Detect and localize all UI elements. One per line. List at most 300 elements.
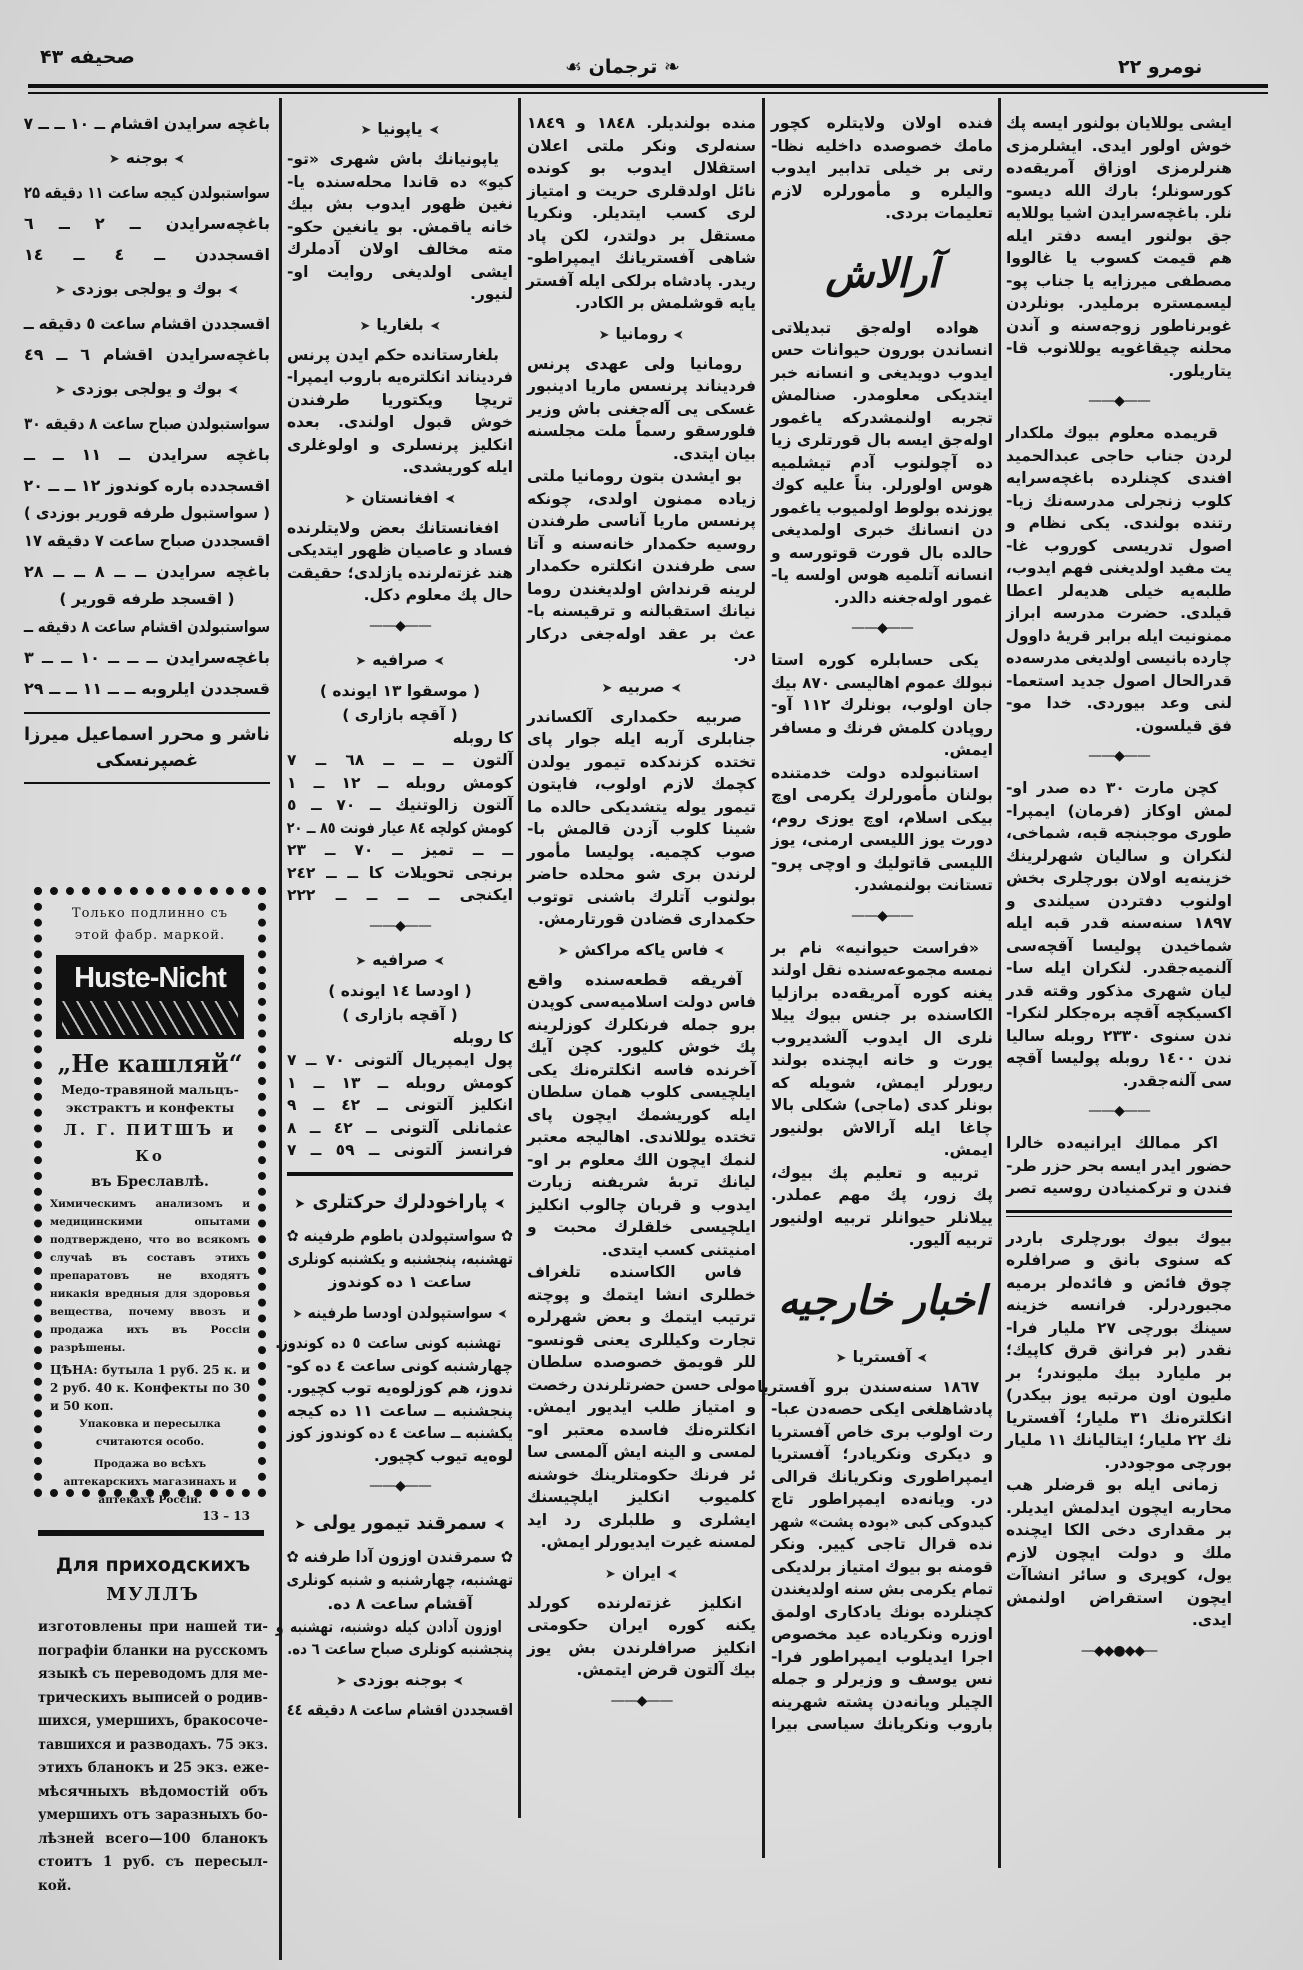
rate-row: کومش کولچه ۸٤ عیار فونت ۸٥ ــ ۲۰ xyxy=(286,818,513,837)
section-heading xyxy=(24,145,270,173)
text-line: ایدوب و قربان چالوب انکلیز xyxy=(527,1195,756,1214)
section-heading-text: صربیه xyxy=(618,677,665,696)
text-line: رت اولوب بری خاص آفستریا xyxy=(771,1422,993,1441)
ornament-icon: ➤ xyxy=(667,1566,679,1582)
text-line: یتاریلور. xyxy=(1168,361,1232,380)
text-line: رتنده بولندی. یکی نظام و xyxy=(1006,514,1232,532)
ornament-icon: ➤ xyxy=(557,943,569,959)
section-heading xyxy=(287,485,513,513)
section-heading xyxy=(287,947,513,975)
text-line: خوش قبول اولندی. بعده xyxy=(287,413,513,431)
text-line: بو ایشدن بتون رومانیا ملتی xyxy=(527,467,742,485)
text-line: ۱۸٦۷ سنه‌سندن برو آفستریا xyxy=(757,1377,980,1396)
text-line: نمسه مجموعه‌سنده نقل اولند xyxy=(770,961,993,979)
text-line: فق قیلسون. xyxy=(1135,716,1232,735)
text-line: مجبوردرلر. فرانسه خزینه xyxy=(1006,1296,1232,1314)
cough-remedy-advertisement xyxy=(34,887,266,1523)
divider-ornament-icon: ——◆—— xyxy=(610,1692,673,1709)
rate-row: آلتون ــ ــ ــ ٦۸ ــ ۷ xyxy=(287,751,514,769)
paragraph xyxy=(771,649,993,762)
timetable-row: اقسجددن اقشام ساعت ٥ دقیقه ــ xyxy=(23,314,270,333)
text-line: والیلره و مأمورلره لازم xyxy=(771,181,993,200)
timetable-row: سواستبولدن اقشام ساعت ۸ دقیقه ــ xyxy=(23,617,271,636)
section-title: آرالاش xyxy=(825,249,939,297)
text-line: لنیور. xyxy=(469,285,513,303)
ornament-icon: ➤ xyxy=(673,327,685,343)
ad-text-line: изготовлены при нашей ти- xyxy=(38,1619,268,1635)
ornament-icon: ➤ xyxy=(344,491,356,507)
text-line: طلبه‌یه خیلی هدیه‌لر اعطا xyxy=(1006,581,1232,600)
text-line: بر مقداری دخی الکا ایچنده xyxy=(1006,1521,1232,1539)
text-line: کچنلرده بونك یادکاری اولمق xyxy=(771,1602,993,1621)
news-column xyxy=(275,110,514,1721)
page-number: صحیفه ۴۳ xyxy=(40,46,135,68)
ornament-icon: ➤ xyxy=(433,953,445,969)
text-line: سنه‌لری ونکر ملتی اعلان xyxy=(527,136,756,155)
section-heading-text: فاس یاکه مراکش xyxy=(574,940,709,959)
text-line: شاهی آفستریانك ایمپراطو- xyxy=(527,249,756,267)
ad-text-line: кой. xyxy=(38,1877,72,1894)
column-rule xyxy=(279,98,282,1960)
text-line: رومانیا ولی عهدی پرنس xyxy=(527,354,742,373)
rate-row: برنجی تحویلات كا ــ ــ ۲٤۲ xyxy=(287,863,513,882)
separator-rule xyxy=(38,1530,264,1536)
section-rule xyxy=(287,1172,513,1176)
text-line: انکلیز پرنسلری و اولوغلری xyxy=(287,435,513,454)
text-line: طوری موجبنجه قبه، شماخی، xyxy=(1006,824,1232,842)
text-line: تختده کزندکده تیمور یولدن xyxy=(527,752,756,771)
text-line: ایمش. xyxy=(943,1141,993,1159)
paragraph xyxy=(275,1332,513,1467)
text-line: آخرنده فاسه انکلتره‌نك یکی xyxy=(527,1060,756,1079)
rate-row: کومش روبله ــ ۱۲ ــ ۱ xyxy=(287,773,513,792)
text-line: فنده اولان ولایتلره کچور xyxy=(771,114,993,132)
timetable-row: باغچه سرایدن ــ ــ ۸ ــ ــ ۲۸ xyxy=(24,562,270,581)
text-line: تمام یکرمی بش سنه اولدیغندن xyxy=(770,1580,993,1598)
section-heading xyxy=(527,321,756,349)
text-line: چاغا ایله آرالاش بولنیور xyxy=(771,1118,993,1137)
timetable-row: اقسجدده باره کوندوز ۱۲ ــ ــ ۲۰ xyxy=(23,476,270,495)
text-line: تیمور یوله یتشدیکی حالده ما xyxy=(527,797,756,816)
text-line: یورت و خانه ایچنده بولند xyxy=(771,1051,993,1069)
paragraph xyxy=(771,112,993,225)
text-line: دورت یوز اللیسی ارمنی، یوز xyxy=(771,831,993,849)
text-line: خانه یاقمش. بو یانغین حکو- xyxy=(287,217,513,236)
section-rule xyxy=(24,782,270,784)
text-line: شینا کلوب آزدن قالمش با- xyxy=(527,820,756,838)
text-line: قریمده معلوم بیوك ملکدار xyxy=(1006,424,1218,442)
brand-logo xyxy=(56,955,244,1039)
text-line: یکشنبه ــ ساعت ٤ ده کوندوز کوز xyxy=(287,1424,513,1442)
ornament-icon: ➤ xyxy=(604,1566,616,1582)
divider-ornament-icon: ——◆—— xyxy=(851,907,913,924)
paragraph xyxy=(287,1569,513,1592)
timetable-row: باغچه‌سرایدن اقشام ٦ ــ ٤۹ xyxy=(24,345,270,364)
paragraph xyxy=(527,465,756,668)
text-line: بولنوب آتلرك باشنی توتوب xyxy=(527,887,756,906)
text-line: خزینه‌یه اولان بورچلری بخش xyxy=(1006,869,1232,887)
text-line: ریورلر ایمش، شویله که xyxy=(771,1073,993,1092)
ad-text: этой фабр. маркой. xyxy=(74,928,226,943)
ornament-icon: ➤ xyxy=(228,283,240,298)
ornament-icon: ➤ xyxy=(835,1350,847,1366)
text-line: حال پك معلوم دکل. xyxy=(363,586,513,604)
text-line: ترتیب ایتمك و بعض شهرلره xyxy=(527,1308,756,1326)
text-line: غسکی یی آله‌جغنی باش وزیر xyxy=(527,399,756,418)
publisher-credit: ناشر و محرر اسماعیل میرزا xyxy=(23,724,270,745)
text-line: لرینه قرنداش اولدیغندن روما xyxy=(527,579,756,598)
paragraph xyxy=(287,517,513,607)
text-line: پك زور، پك مهم عملدر. xyxy=(771,1186,993,1204)
text-line: فساد و عاصیان ظهور ایتدیکی xyxy=(286,541,513,559)
text-line: لردن جناب حاجی عبدالحمید xyxy=(1006,446,1232,465)
text-line: دن انسانك خبری اولمدیغی xyxy=(771,521,993,539)
ad-text-line: пографіи бланки на русскомъ xyxy=(38,1642,268,1659)
text-line: کیو» ده قاندا محله‌سنده یا- xyxy=(287,172,513,191)
text-line: تهشنبه، چهارشنبه و شنبه کونلری xyxy=(286,1571,513,1589)
text-line: الچیلر ویانه‌دن پشته شهرینه xyxy=(771,1692,993,1711)
text-line: پك خوش کلیور. کچن آیك xyxy=(527,1038,756,1056)
text-line: جق بولنور ایسه دفتر ایله xyxy=(1006,226,1232,245)
text-line: کچمك لازم اولوب، فایتون xyxy=(527,775,756,793)
timetable-row: باغچه سرایدن ــ ۱۱ ــ ــ xyxy=(24,445,271,464)
ornament-icon: ➤ xyxy=(433,653,445,669)
paragraph xyxy=(1006,112,1232,382)
paragraph xyxy=(287,1027,513,1050)
text-line: که سنوی بانق و صرافلره xyxy=(1006,1251,1232,1269)
ornament-icon: ➤ xyxy=(428,123,440,138)
text-line: ایتدیکی معلومدر. صنالمش xyxy=(771,386,993,404)
paragraph xyxy=(527,706,756,931)
ornament-icon: ➤ xyxy=(429,318,441,334)
rate-row: عثمانلی آلتونی ــ ٤۲ ــ ۸ xyxy=(287,1118,514,1137)
text-line: خطلری انشا ایتمك و پوچته xyxy=(527,1285,756,1304)
text-line: و دیکری ونکریادر؛ آفستریا xyxy=(771,1445,993,1463)
text-line: عث بر عقد اوله‌جغی درکار xyxy=(527,624,756,643)
text-line: ملیون اون مرتبه یوز بیکدر) xyxy=(1006,1386,1232,1404)
paragraph xyxy=(1006,777,1232,1092)
text-line: ایلچیسی کلوب همان سلطان xyxy=(527,1083,756,1101)
text-line: سی آلنه‌جقدر. xyxy=(1122,1071,1232,1090)
text-line: خوش اولور ایدی. ایشلرمزی xyxy=(1006,136,1232,155)
rate-row: ایکنجی ــ ــ ــ ــ ۲۲۲ xyxy=(287,886,513,904)
newspaper-name: ترجمان xyxy=(588,56,658,78)
ad-text-line: тавшихся и разводахъ. 75 экз. xyxy=(38,1736,269,1753)
text-line: کلمیوب انکلیز ایلچیسنك xyxy=(527,1488,756,1506)
section-heading-text: یاپونیا xyxy=(377,120,423,138)
text-line: محلنه چیقاغویه یوللانوب قا- xyxy=(1006,339,1232,357)
text-line: تربیه آلیور. xyxy=(908,1231,993,1249)
section-heading xyxy=(287,312,513,340)
text-line: نیانك استقبالنه و ترقیسنه با- xyxy=(527,602,756,620)
text-line: غوبرناطور زوجه‌سنه و آندن xyxy=(1006,316,1232,335)
paragraph xyxy=(771,762,993,897)
text-line: ندوز، هم کوزلوه‌یه توب کچیور. xyxy=(286,1379,513,1397)
text-line: ندن سنوی ۲۳۳۰ روبله سالیا xyxy=(1006,1026,1232,1045)
text-line: کچن مارت ۳۰ ده صدر او- xyxy=(1006,779,1218,797)
text-line: هند غزته‌لرنده یازلدی؛ حقیقت xyxy=(286,563,513,582)
ad-text-line: умершихъ отъ заразныхъ бо- xyxy=(38,1807,268,1823)
text-line: اوله‌جق ایسه بال قورتلری زیا xyxy=(771,431,993,449)
forms-advertisement xyxy=(38,1550,268,1898)
paragraph xyxy=(287,1248,513,1271)
ornament-icon: ➤ xyxy=(335,1673,347,1689)
divider-ornament-icon: ——◆—— xyxy=(369,917,431,934)
paragraph xyxy=(1006,1227,1232,1475)
text-line: هواده اوله‌جق تبدیلاتی xyxy=(771,318,979,337)
text-line: لرندن بری شو محلده حاضر xyxy=(527,865,756,883)
section-heading-text: رومانیا xyxy=(615,324,668,343)
divider-ornament-icon: ——◆—— xyxy=(369,1478,431,1494)
text-line: چوق فائض و فائده‌لر برمیه xyxy=(1006,1273,1232,1292)
publisher-credit: غصپرنسکی xyxy=(95,750,199,771)
text-line: اوزره ونکریاده عید مخصوص xyxy=(771,1625,993,1643)
section-heading xyxy=(287,647,513,675)
text-line: نس یوسف و وزیرلر و جمله xyxy=(771,1670,993,1688)
ad-text: Только подлинно съ xyxy=(71,906,229,921)
text-line: فاس الکاسنده تلغراف xyxy=(527,1263,742,1281)
text-line: نبولك عموم اهالیسی ۸۷۰ بیك xyxy=(770,673,993,692)
ad-title: МУЛЛЪ xyxy=(106,1584,200,1605)
text-line: اقسجددن اقشام ساعت ۸ دقیقه ٤٤ xyxy=(286,1700,513,1719)
ad-text: Упаковка и пересылка считаются особо. xyxy=(79,1418,221,1448)
text-line: سینك بورچی ۲۷ ملیار فرا- xyxy=(1006,1318,1232,1337)
section-heading-text: بلغاریا xyxy=(376,315,424,334)
centered-line: ( موسقوا ۱۳ ایونده ) xyxy=(319,681,481,700)
section-heading-text: بوك و یولجی بوزدی xyxy=(71,280,223,298)
text-line: قدرالحال اصول جدید استعما- xyxy=(1006,671,1232,690)
text-line: ئر فرنك حکومتلرینك خوشنه xyxy=(527,1465,756,1484)
text-line: یکی حسابلره کوره استا xyxy=(771,651,979,669)
header-rule xyxy=(28,84,1268,88)
text-line: نائل اولدقلری حریت و امتیاز xyxy=(527,181,756,200)
section-heading-text: بوك و یولجی بوزدی xyxy=(71,380,223,398)
divider-ornament-icon: ——◆—— xyxy=(1088,748,1150,764)
text-line: لوه‌یه تیوب کچیور. xyxy=(373,1446,513,1465)
text-line: بر ملیارد بیك ملیوندر؛ بر xyxy=(1006,1363,1232,1382)
text-line: استانبولده دولت خدمتنده xyxy=(771,763,979,782)
text-line: ایشی اولدیغی روایت او- xyxy=(287,262,513,281)
ad-text-line: шихся, умершихъ, бракосоче- xyxy=(38,1713,269,1729)
section-heading-text: صرافیه xyxy=(372,650,428,669)
text-line: اللیسی قاتولیك و اوچی پرو- xyxy=(771,853,993,872)
timetable-row: قسجددن ایلروبه ــ ــ ۱۱ ــ ــ ۲۹ xyxy=(24,679,271,698)
section-heading-text: سمرقند تیمور یولی xyxy=(313,1512,487,1534)
text-line: تریچا ویکتوریا طرفندن xyxy=(287,390,513,409)
section-heading xyxy=(527,674,756,702)
rate-row: ــ ــ تمیز ــ ۷۰ ــ ۲۳ xyxy=(287,841,514,859)
paragraph xyxy=(757,1376,993,1736)
text-line: تجربه اولنمشدرکه یاغمور xyxy=(771,408,993,427)
section-heading xyxy=(527,937,756,965)
text-line: فلورسقو رسماً ملت مجلسنه xyxy=(527,422,756,440)
paragraph xyxy=(287,148,513,306)
ornament-icon: ➤ xyxy=(228,383,240,398)
text-line: مامك خصوصده داخلیه نظا- xyxy=(771,136,993,155)
text-line: رتی بر خیلی تدابیر ایدوب xyxy=(771,159,993,177)
ornament-icon: ➤ xyxy=(54,383,66,398)
ornament-icon: ➤ xyxy=(497,1307,508,1322)
text-line: ریدر. پادشاه برلکی ایله آفستر xyxy=(526,271,756,290)
news-column xyxy=(1006,112,1232,1672)
text-line: ایشلری و طلبلری رد اید xyxy=(527,1510,756,1529)
text-line: کلوب زنجرلی مدرسه‌نك زیا- xyxy=(1006,491,1232,510)
text-line: انکلیز صرافلرندن بش یوز xyxy=(527,1638,756,1657)
section-heading xyxy=(527,1560,756,1588)
text-line: هم قیمت کسوب یا غالووا xyxy=(1006,249,1232,267)
ornament-icon: ➤ xyxy=(108,152,120,167)
ornament-icon: ➤ xyxy=(292,1307,303,1322)
text-line: لیان شهری مذکور وقته قدر xyxy=(1006,981,1232,1000)
paragraph xyxy=(527,112,756,315)
text-line: افغانستانك بعض ولایتلرنده xyxy=(287,518,499,537)
text-line: یغنه کوره آمریقه‌ده برازلیا xyxy=(771,983,993,1002)
text-line: اجرا ایدیلوب ایمپراطور فرا- xyxy=(771,1647,993,1666)
timetable-row: باغچه‌سرایدن ــ ۲ ــ ٦ xyxy=(24,214,270,233)
issue-number: نومرو ۲۲ xyxy=(1118,56,1203,78)
section-heading xyxy=(771,1344,993,1372)
section-heading-text: سواستپولدن اودسا طرفینه xyxy=(307,1304,493,1322)
text-line: ندن ۱٤۰۰ روبله پولیسا آقچه xyxy=(1006,1049,1232,1067)
text-line: ایلچیسی خلقلرك محبت و xyxy=(527,1218,756,1236)
divider-ornament-icon: ——◆—— xyxy=(369,617,431,634)
brand-name: Huste-Nicht xyxy=(74,962,226,994)
text-line: مته مخالف اولان آدملرك xyxy=(287,240,513,258)
rate-row: پول ایمپریال آلتونی ۷۰ ــ ۷ xyxy=(287,1051,513,1069)
paragraph xyxy=(287,1699,513,1722)
text-line: جان اولوب، بونلرك ۱۱۲ آو- xyxy=(771,696,993,714)
section-heading xyxy=(24,376,270,404)
text-line: پادشاهلغی ایکی حصه‌دن عبا- xyxy=(771,1400,993,1418)
section-rule xyxy=(24,712,270,714)
ornament-icon: ➤ xyxy=(917,1350,929,1366)
news-column xyxy=(757,112,993,1736)
text-line: انکلیز غزته‌لرنده کورلد xyxy=(527,1593,742,1612)
text-line: مولی حسن حضرتلرندن رخصت xyxy=(527,1375,756,1394)
text-line: نقدر (بر فرانق قرق کاپیك؛ xyxy=(1006,1341,1232,1359)
maker-name: Л. Г. ПИТШЪ и Ко xyxy=(63,1121,237,1165)
text-line: لمسنه غیرت ایدیورلر ایمش. xyxy=(540,1533,756,1551)
section-heading-text: بوجنه بوزدی xyxy=(352,1670,448,1689)
section-heading-text: آفستریا xyxy=(852,1347,912,1366)
text-line: چارده بانیسی اولدیغی مدرسه‌ده xyxy=(1006,649,1232,667)
text-line: ایدی. xyxy=(1191,1611,1232,1629)
text-line: قومنه بو بیوك امتیاز برلدیکی xyxy=(771,1557,993,1576)
text-line: الکاسنده بر جنس بیوك ییلا xyxy=(771,1006,993,1024)
text-line: تهشنبه کونی ساعت ٥ ده کوندوز. xyxy=(275,1334,502,1352)
ad-body xyxy=(38,1616,268,1898)
text-line: قیلدی. حضرت مدرسه ابراز xyxy=(1006,604,1232,622)
paragraph xyxy=(287,727,513,750)
text-line: ایمپراطوری ونکریانك قرالی xyxy=(771,1467,993,1486)
text-line: ایچون استقراض اولنمش xyxy=(1006,1588,1232,1607)
column-rule xyxy=(762,98,765,1858)
ornament-icon: ❧ xyxy=(657,56,680,78)
column-rule xyxy=(518,98,521,1818)
divider-ornament-icon: —◆◆●◆◆— xyxy=(1080,1642,1158,1659)
text-line: ایله کوریشدی. xyxy=(402,458,513,476)
timetable-column xyxy=(24,108,270,792)
text-line: تجارت وکیللری یعنی قونسو- xyxy=(527,1330,756,1349)
section-heading xyxy=(287,116,513,144)
text-line: یاپونیانك باش شهری «تو- xyxy=(287,150,499,168)
section-heading xyxy=(287,1300,513,1328)
text-line: روپادن کلمش فرنك و مسافر xyxy=(771,718,993,737)
text-line: اصول تدریسی کوروب غا- xyxy=(1006,536,1232,555)
text-line: بیك آلتون قرض ایتمش. xyxy=(576,1661,756,1679)
paragraph xyxy=(771,317,993,610)
ornament-icon: ➤ xyxy=(294,1517,306,1533)
text-line: یول، کوپری و سائر انشاآت xyxy=(1006,1566,1232,1584)
rate-table xyxy=(287,749,513,907)
centered-line: ( سواستبول طرفه قوریر بوزدی ) xyxy=(23,504,271,522)
ad-title: Для приходскихъ xyxy=(55,1554,251,1576)
text-line: انکلتره‌نك فاسده معتبر او- xyxy=(527,1420,756,1439)
text-line: لمسی و الینه ایش آلمسی سا xyxy=(527,1443,756,1461)
text-line: پنجشنبه کونلری صباح ساعت ٦ ده. xyxy=(287,1640,513,1658)
text-line: تربیه و تعلیم پك بیوك، xyxy=(771,1163,979,1182)
paragraph xyxy=(1006,1474,1232,1632)
centered-line: ✿ سمرقندن اوزون آدا طرفنه ✿ xyxy=(286,1548,513,1566)
text-line: فاس دولت اسلامیه‌سی کوپدن xyxy=(527,993,756,1011)
rate-table xyxy=(287,1049,513,1162)
ornament-icon: ➤ xyxy=(494,1195,506,1212)
text-line: بیان ایتدی. xyxy=(672,444,756,463)
text-line: در. xyxy=(733,647,756,665)
text-line: تعلیمات بردی. xyxy=(885,204,993,222)
text-line: ممنونیت ایله برابر قریهٔ داوول xyxy=(1005,626,1232,645)
ornament-icon: ➤ xyxy=(453,1673,465,1689)
ornament-icon: ➤ xyxy=(494,1517,506,1533)
text-line: هنرلرمزی اوزاق آمریقه‌ده xyxy=(1006,159,1232,177)
text-line: ایله کوریشمك ایچون پای xyxy=(527,1105,756,1124)
text-line: لنمك ایچون الك معلوم بر او- xyxy=(527,1150,756,1169)
text-line: انسانه آتلمیه هوس اولسه یا- xyxy=(771,566,993,584)
section-title: اخبار خارجیه xyxy=(778,1276,986,1324)
centered-line: ( اودسا ۱٤ ایونده ) xyxy=(328,981,472,1000)
text-line: استقلال ایدوب بو کونده xyxy=(527,159,756,177)
rate-row: آلتون زالوتنیك ــ ۷۰ ــ ٥ xyxy=(287,796,514,814)
text-line: منده بولندیلر. ۱۸٤۸ و ۱۸٤۹ xyxy=(527,114,756,132)
text-line: اولنوب دفتردن سیلندی و xyxy=(1006,891,1232,910)
text-line: لمش اوکاز (فرمان) ایمپرا- xyxy=(1006,801,1232,820)
section-heading-text: ایران xyxy=(621,1563,662,1582)
text-line: اکر ممالك ایرانیه‌ده خالرا xyxy=(1006,1134,1218,1152)
text-line: چهارشنبه کونی ساعت ٤ ده کو- xyxy=(286,1356,513,1375)
text-line: نده قرال تاجی کییر. ونکر xyxy=(771,1535,993,1553)
text-line: ایمش. xyxy=(943,741,993,759)
text-line: «فراست حیوانیه» نام بر xyxy=(771,938,979,957)
section-heading xyxy=(24,276,270,304)
text-line: ده آچولنوب آدم تیشلمیه xyxy=(771,453,993,472)
text-line: باروب ونکریانك سیاسی بیرا xyxy=(771,1715,993,1733)
text-line: سی طرفندن انکلتره حکمدار xyxy=(527,557,756,575)
ad-text: Медо-травяной мальцъ-экстрактъ и конфекты xyxy=(61,1082,239,1115)
text-line: بیوك بیوك بورچلری باردر xyxy=(1006,1228,1232,1247)
text-line: زیاده ممنون اولدی، چونکه xyxy=(527,489,756,508)
text-line: لری کسب ایتدیلر. ونکریا xyxy=(527,204,756,222)
text-line: ملك و دولت ایچون لازم xyxy=(1006,1543,1232,1562)
text-line: زمانی ایله بو قرضلر هب xyxy=(1006,1476,1218,1494)
text-line: روسیه حکمدار خانه‌سنه و آتا xyxy=(527,534,756,553)
text-line: نك ۲۲ ملیار؛ ایتالیانك ۱۱ ملیار xyxy=(1005,1431,1232,1449)
divider-ornament-icon: ——◆—— xyxy=(1088,393,1150,409)
rate-row: فرانسز آلتونی ــ ٥۹ ــ ۷ xyxy=(287,1141,513,1159)
text-line: آفریقه قطعه‌سنده واقع xyxy=(527,970,742,989)
header-rule xyxy=(28,92,1268,94)
section-heading-text: بوجنه xyxy=(125,149,169,167)
rate-row: کومش روبله ــ ۱۳ ــ ۱ xyxy=(287,1073,513,1092)
